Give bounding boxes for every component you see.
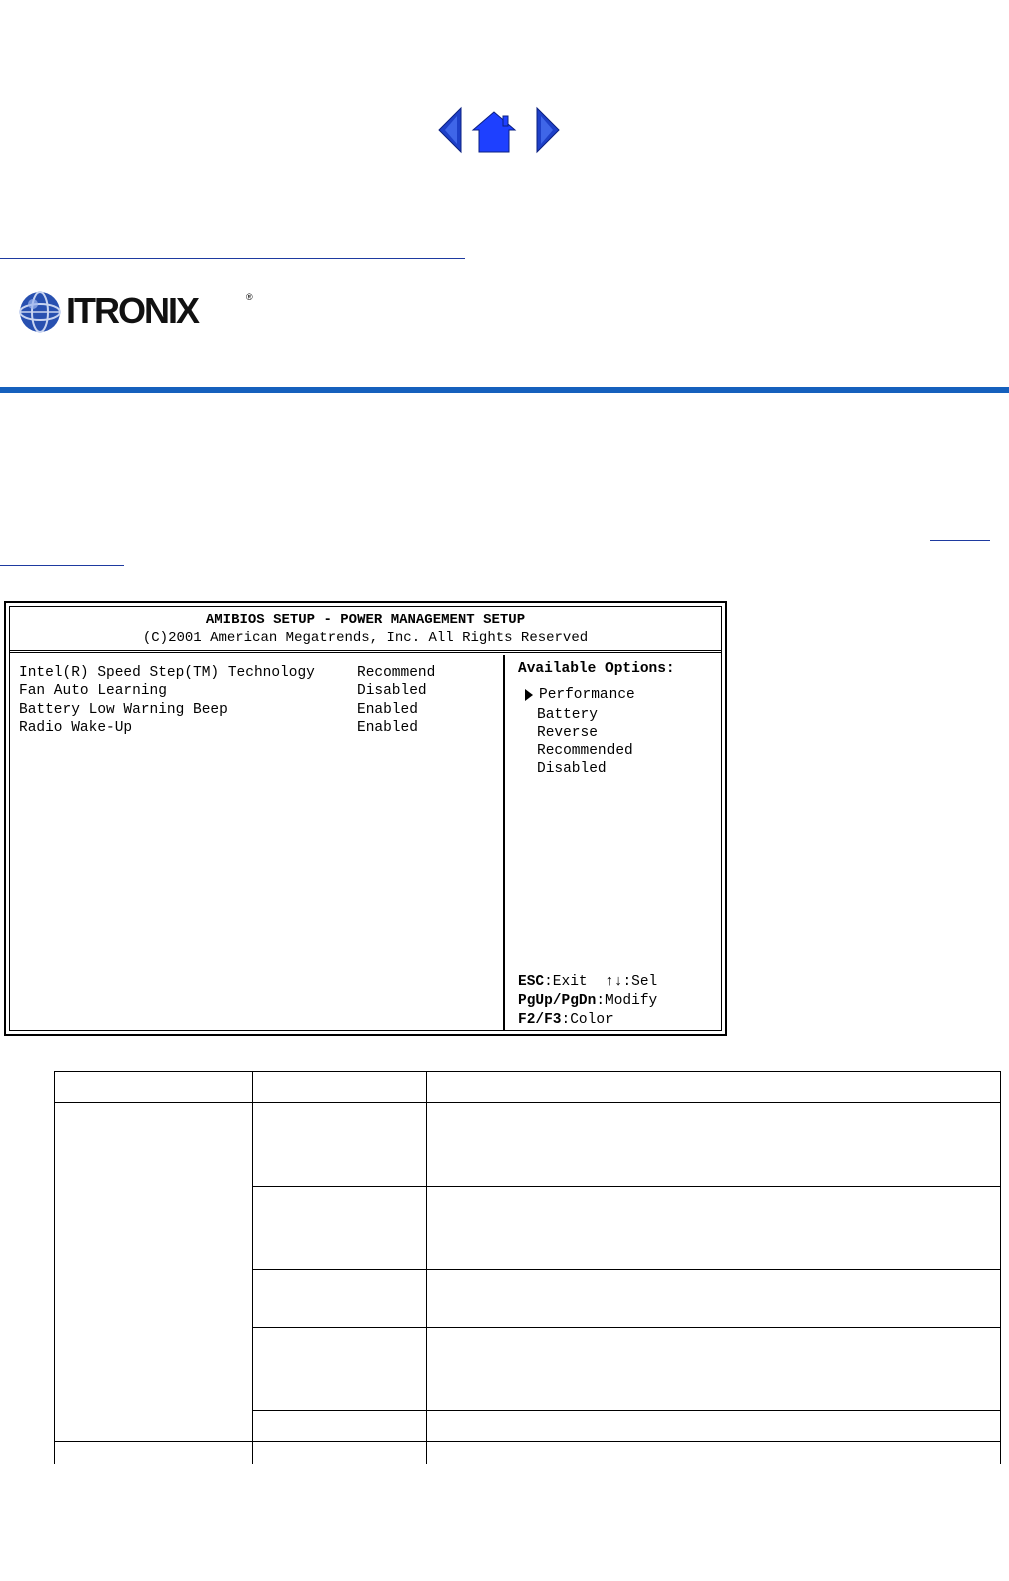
header-rule xyxy=(0,387,1009,393)
setting-value: Enabled xyxy=(357,702,418,718)
bios-options-panel xyxy=(505,655,721,1030)
option-item: Performance xyxy=(539,687,635,703)
link-underline-left[interactable] xyxy=(0,565,124,566)
help-key: ↑↓ xyxy=(605,974,623,990)
table-cell xyxy=(252,1102,427,1187)
table-cell xyxy=(426,1327,1001,1411)
setting-label: Intel(R) Speed Step(TM) Technology xyxy=(19,665,315,681)
table-cell xyxy=(252,1410,427,1442)
help-key: F2/F3 xyxy=(518,1012,562,1028)
bios-settings-panel xyxy=(10,655,505,1030)
table-cell xyxy=(252,1327,427,1411)
option-item: Battery xyxy=(537,707,598,723)
prev-arrow-icon[interactable] xyxy=(437,106,463,154)
page-bottom-blank xyxy=(0,1464,1009,1581)
help-key: ESC xyxy=(518,974,545,990)
nav-bar xyxy=(437,106,567,158)
help-action: :Exit xyxy=(544,974,588,990)
link-underline-right[interactable] xyxy=(930,540,990,541)
help-action: :Color xyxy=(561,1012,614,1028)
table-cell xyxy=(252,1269,427,1328)
bios-screenshot xyxy=(4,601,727,1036)
bios-header xyxy=(10,607,721,653)
table-cell xyxy=(426,1186,1001,1270)
itronix-logo xyxy=(18,288,253,338)
help-line-color xyxy=(518,1011,614,1030)
bios-copyright: (C)2001 American Megatrends, Inc. All Rights Reserved xyxy=(142,630,589,646)
option-item: Recommended xyxy=(537,743,633,759)
setting-value: Recommend xyxy=(357,665,436,681)
help-line-modify xyxy=(518,992,657,1011)
home-icon[interactable] xyxy=(471,110,517,154)
setting-value: Disabled xyxy=(357,683,427,699)
globe-icon xyxy=(18,290,62,334)
bios-frame xyxy=(9,606,722,1031)
setting-label: Fan Auto Learning xyxy=(19,683,167,699)
table-cell xyxy=(426,1410,1001,1442)
setting-label: Radio Wake-Up xyxy=(19,720,133,736)
table-header-cell xyxy=(252,1071,427,1103)
setting-value: Enabled xyxy=(357,720,418,736)
table-cell xyxy=(426,1102,1001,1187)
triangle-right-icon xyxy=(525,689,533,701)
help-key: PgUp/PgDn xyxy=(518,993,597,1009)
bios-title: AMIBIOS SETUP - POWER MANAGEMENT SETUP xyxy=(205,612,526,628)
option-item: Reverse xyxy=(537,725,598,741)
table-cell xyxy=(252,1186,427,1270)
help-action: :Modify xyxy=(596,993,658,1009)
table-header-cell xyxy=(54,1071,253,1103)
help-action: :Sel xyxy=(622,974,658,990)
logo-registered: ® xyxy=(246,292,253,302)
table-cell xyxy=(54,1102,253,1442)
logo-text: ITRONIX xyxy=(66,290,199,331)
table-cell xyxy=(426,1269,1001,1328)
next-arrow-icon[interactable] xyxy=(535,106,561,154)
option-item: Disabled xyxy=(537,761,607,777)
options-title: Available Options: xyxy=(518,661,675,677)
table-header-cell xyxy=(426,1071,1001,1103)
link-underline-top[interactable] xyxy=(0,258,465,259)
help-line-exit xyxy=(518,973,657,992)
setting-label: Battery Low Warning Beep xyxy=(19,702,228,718)
